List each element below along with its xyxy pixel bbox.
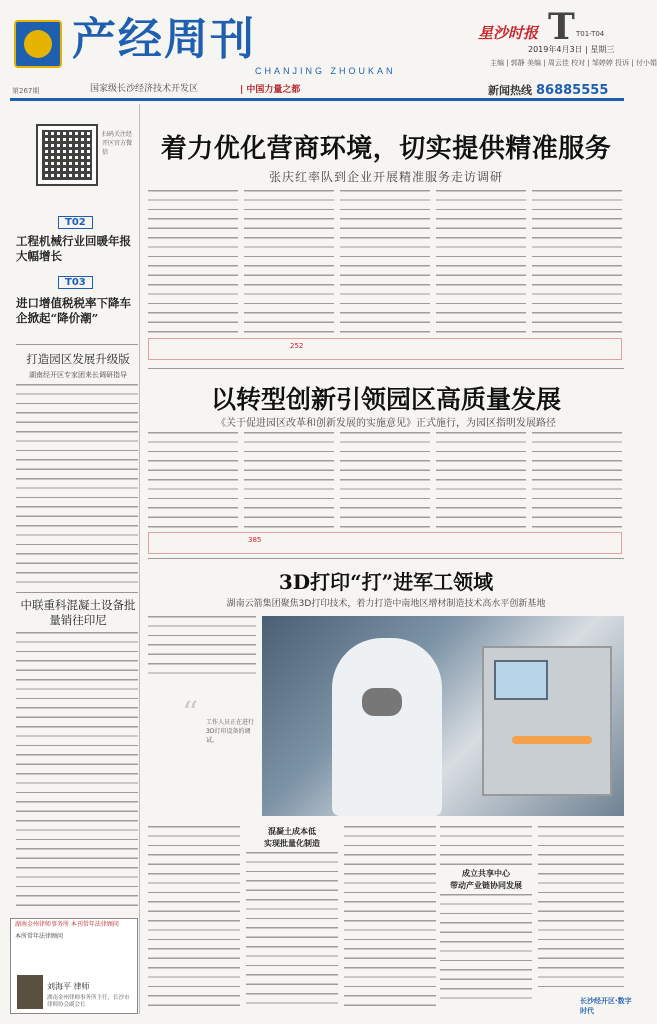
third-body-col bbox=[246, 852, 338, 1006]
sibling-paper-name: 星沙时报 bbox=[478, 24, 539, 42]
sidebar-story-body bbox=[16, 384, 138, 584]
editor-credits: 主编 | 郭静 美编 | 周云佳 校对 | 邹婷婷 投诉 | 付小娟 bbox=[490, 59, 657, 67]
news-hotline bbox=[488, 82, 608, 98]
annotation-box bbox=[148, 532, 622, 554]
sidebar-story-title: 打造园区发展升级版 bbox=[26, 352, 130, 366]
lead-body-col bbox=[340, 190, 430, 340]
publication-date: 2019年4月3日 | 星期三 bbox=[528, 45, 615, 54]
ad-line: 湖南金州律师事务所 本刊常年法律顾问 bbox=[15, 921, 119, 928]
slogan: | 中国力量之都 bbox=[240, 85, 301, 95]
section-letter: T bbox=[548, 6, 575, 48]
third-subheadline: 湖南云箭集团聚焦3D打印技术，着力打造中南地区增材制造技术高水平创新基地 bbox=[226, 599, 546, 609]
newspaper-logo-icon bbox=[14, 20, 62, 68]
third-body-col bbox=[148, 826, 240, 1006]
divider bbox=[16, 344, 138, 345]
second-body-col bbox=[532, 432, 622, 532]
second-body-col bbox=[340, 432, 430, 532]
third-body-col bbox=[538, 826, 624, 990]
issue-number: 第267期 bbox=[12, 87, 40, 95]
third-headline: 3D打印“打”进军工领域 bbox=[278, 570, 494, 594]
third-body-col bbox=[148, 616, 256, 676]
qr-code-icon bbox=[38, 126, 96, 184]
tagline: 国家级长沙经济技术开发区 bbox=[90, 83, 199, 94]
subsection-heading: 实现批量化制造 bbox=[264, 839, 320, 848]
lawyer-name: 刘海平 律师 bbox=[47, 982, 90, 991]
sidebar-story-subtitle: 湖南经开区专家团来长调研指导 bbox=[29, 371, 127, 379]
machine-light bbox=[512, 736, 592, 744]
second-headline: 以转型创新引领园区高质量发展 bbox=[210, 385, 561, 414]
newspaper-title: 产经周刊 bbox=[72, 14, 256, 65]
sidebar-story-body bbox=[16, 632, 138, 912]
second-subheadline: 《关于促进园区改革和创新发展的实施意见》正式施行，为园区指明发展路径 bbox=[216, 418, 556, 429]
lead-subheadline: 张庆红率队到企业开展精准服务走访调研 bbox=[268, 170, 503, 184]
divider bbox=[148, 558, 624, 559]
annotation-marker: 385 bbox=[248, 536, 262, 544]
second-body-col bbox=[436, 432, 526, 532]
page-ref-headline: 工程机械行业回暖年报大幅增长 bbox=[16, 234, 131, 263]
respirator-mask bbox=[362, 688, 402, 716]
subsection-heading: 混凝土成本低 bbox=[268, 827, 316, 836]
masthead bbox=[0, 0, 657, 100]
subsection-heading: 成立共享中心 bbox=[462, 869, 510, 878]
hotline-number: 86885555 bbox=[536, 83, 609, 98]
divider bbox=[148, 368, 624, 369]
page-ref-badge: T03 bbox=[58, 276, 93, 289]
footer-logo: 长沙经开区·数字时代 bbox=[580, 997, 632, 1015]
3d-printing-photo bbox=[262, 616, 624, 816]
qr-caption: 扫码关注经开区官方微信 bbox=[102, 131, 133, 156]
annotation-box bbox=[148, 338, 622, 360]
page-ref-headline: 进口增值税税率下降车企掀起“降价潮” bbox=[16, 296, 131, 325]
hotline-label: 新闻热线 bbox=[488, 84, 532, 97]
third-body-col bbox=[344, 826, 436, 1006]
photo-caption: 工作人员正在进行3D打印设备的调试。 bbox=[206, 719, 255, 744]
lead-headline: 着力优化营商环境，切实提供精准服务 bbox=[160, 134, 612, 164]
lead-body-col bbox=[532, 190, 622, 340]
lead-body-col bbox=[244, 190, 334, 340]
newspaper-pinyin: CHANJING ZHOUKAN bbox=[255, 66, 396, 76]
lead-body-col bbox=[148, 190, 238, 340]
lead-body-col bbox=[436, 190, 526, 340]
left-sidebar bbox=[10, 104, 140, 1014]
third-body-col bbox=[440, 826, 532, 866]
law-firm-ad bbox=[10, 918, 138, 1014]
page-range: T01-T04 bbox=[576, 30, 605, 38]
quote-icon: “ bbox=[182, 694, 199, 732]
annotation-marker: 252 bbox=[290, 342, 304, 350]
worker-figure bbox=[332, 638, 442, 816]
subsection-heading: 带动产业链协同发展 bbox=[450, 881, 522, 890]
page-ref-badge: T02 bbox=[58, 216, 93, 229]
third-body-col bbox=[440, 894, 532, 1006]
machine-screen bbox=[494, 660, 548, 700]
divider bbox=[16, 592, 138, 593]
masthead-rule bbox=[10, 98, 624, 101]
ad-line: 本所常年法律顾问 bbox=[15, 933, 64, 940]
lawyer-note: 湖南金州律师事务所主任，长沙市律师协会副会长 bbox=[47, 995, 130, 1008]
sidebar-story-title: 中联重科混凝土设备批量销往印尼 bbox=[20, 598, 136, 627]
lawyer-photo bbox=[17, 975, 43, 1009]
second-body-col bbox=[148, 432, 238, 532]
second-body-col bbox=[244, 432, 334, 532]
